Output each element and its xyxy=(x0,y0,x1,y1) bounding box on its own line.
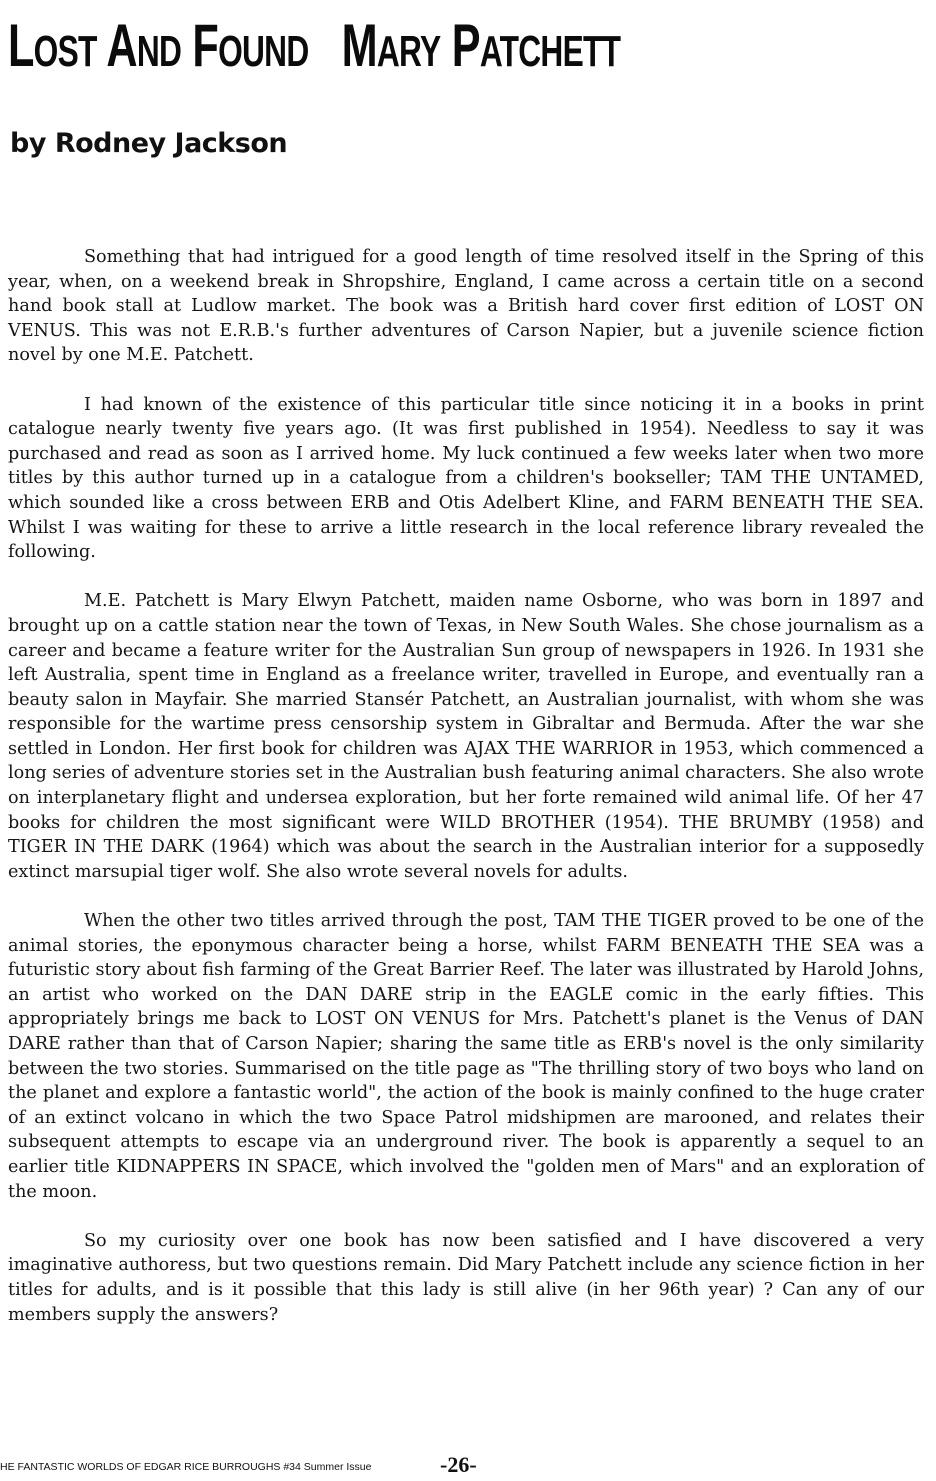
article-title xyxy=(8,6,670,92)
page-number: -26- xyxy=(440,1452,477,1477)
article-byline: by Rodney Jackson xyxy=(10,128,288,159)
page-footer xyxy=(0,1452,936,1480)
publication-name: HE FANTASTIC WORLDS OF EDGAR RICE BURROUGHS #34 Summer Issue xyxy=(0,1461,372,1473)
article-title-part1: LOST AND FOUND xyxy=(8,12,309,79)
paragraph: Something that had intrigued for a good length of time resolved itself in the Spring of this year, when, on a weekend break in Shropshire, England, I came across a certain title on a second hand book stall at Ludlow market. The book was a British hard cover first edition of LOST ON VENUS. This was not E.R.B.'s further adventures of Carson Napier, but a juvenile science fiction novel by one M.E. Patchett. xyxy=(8,247,924,366)
paragraph: When the other two titles arrived through the post, TAM THE TIGER proved to be one of the animal stories, the eponymous character being a horse, whilst FARM BENEATH THE SEA was a futuristic story about fish farming of the Great Barrier Reef. The later was illustrated by Harold Johns, an artist who worked on the DAN DARE strip in the EAGLE comic in the early fifties. This appropriately brings me back to LOST ON VENUS for Mrs. Patchett's planet is the Venus of DAN DARE rather than that of Carson Napier; sharing the same title as ERB's novel is the only similarity between the two stories. Summarised on the title page as "The thrilling story of two boys who land on the planet and explore a fantastic world", the action of the book is mainly confined to the huge crater of an extinct volcano in which the two Space Patrol midshipmen are marooned, and relates their subsequent attempts to escape via an underground river. The book is apparently a sequel to an earlier title KIDNAPPERS IN SPACE, which involved the "golden men of Mars" and an exploration of the moon. xyxy=(8,911,925,1202)
article-title-part2: MARY PATCHETT xyxy=(341,12,621,79)
paragraph: I had known of the existence of this particular title since noticing it in a books in print catalogue nearly twenty five years ago. (It was first published in 1954). Needless to say it was purchased and read as soon as I arrived home. My luck continued a few weeks later when two more titles by this author turned up in a catalogue from a children's bookseller; TAM THE UNTAMED, which sounded like a cross between ERB and Otis Adelbert Kline, and FARM BENEATH THE SEA. Whilst I was waiting for these to arrive a little research in the local reference library revealed the following. xyxy=(8,394,924,563)
paragraph: M.E. Patchett is Mary Elwyn Patchett, maiden name Osborne, who was born in 1897 and brought up on a cattle station near the town of Texas, in New South Wales. She chose journalism as a career and became a feature writer for the Australian Sun group of newspapers in 1926. In 1931 she left Australia, spent time in England as a freelance writer, travelled in Europe, and eventually ran a beauty salon in Mayfair. She married Stansér Patchett, an Australian journalist, with whom she was responsible for the wartime press censorship system in Gibraltar and Bermuda. After the war she settled in London. Her first book for children was AJAX THE WARRIOR in 1953, which commenced a long series of adventure stories set in the Australian bush featuring animal characters. She also wrote on interplanetary flight and undersea exploration, but her forte remained wild animal life. Of her 47 books for children the most significant were WILD BROTHER (1954). THE BRUMBY (1958) and TIGER IN THE DARK (1964) which was about the search in the Australian interior for a supposedly extinct marsupial tiger wolf. She also wrote several novels for adults. xyxy=(8,591,924,882)
article-body xyxy=(8,245,924,1352)
paragraph: So my curiosity over one book has now been satisfied and I have discovered a very imaginative authoress, but two questions remain. Did Mary Patchett include any science fiction in her titles for adults, and is it possible that this lady is still alive (in her 96th year) ? Can any of our members supply the answers? xyxy=(8,1230,924,1325)
